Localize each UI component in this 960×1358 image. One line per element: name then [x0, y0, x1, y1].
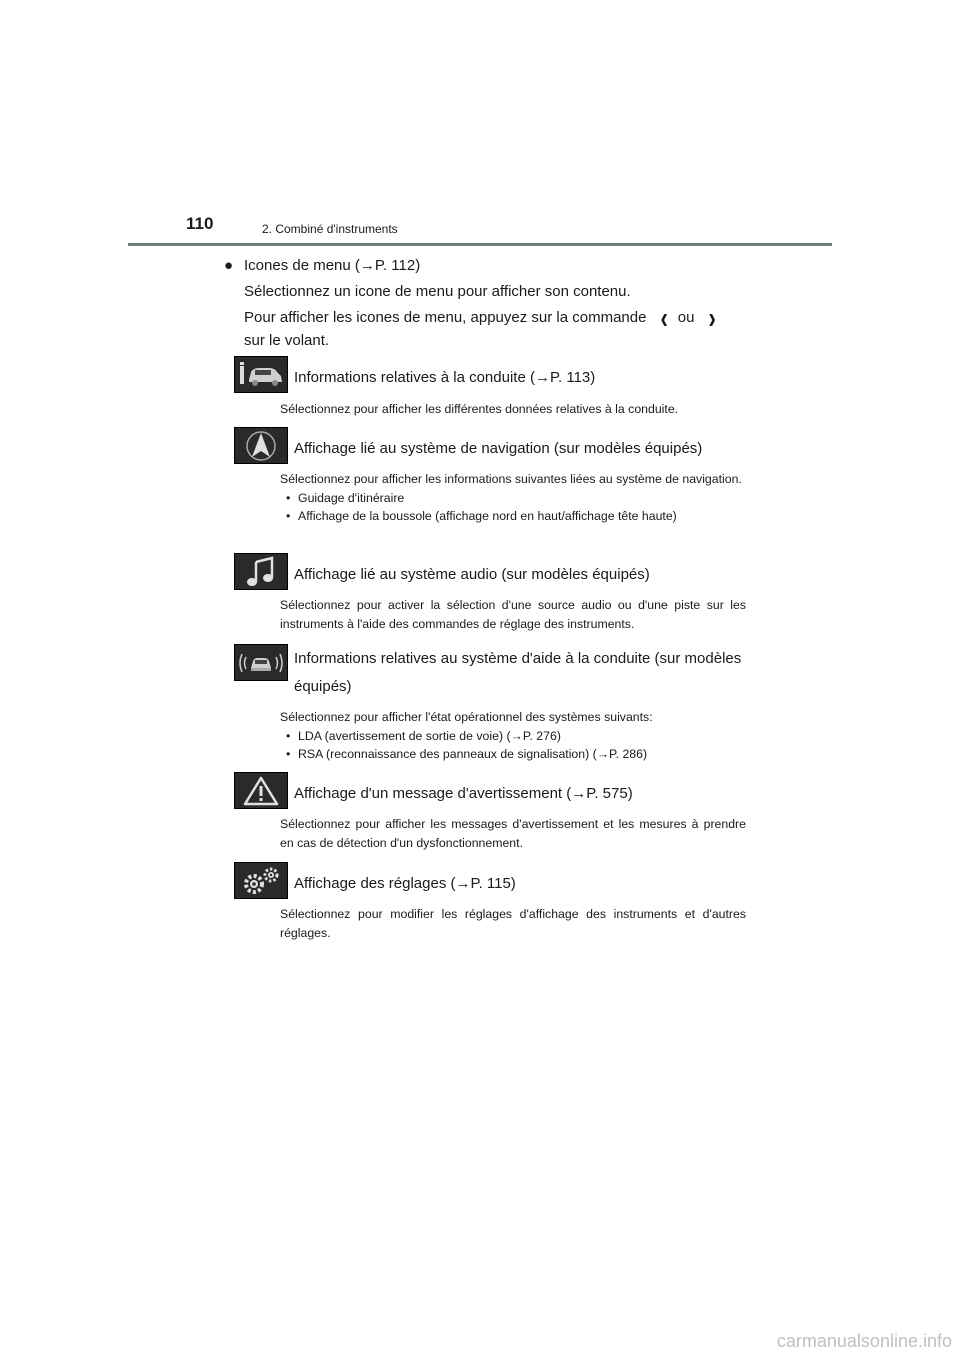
list-item: • Affichage de la boussole (affichage nord en haut/affichage tête haute) — [280, 507, 746, 525]
chapter-title: 2. Combiné d'instruments — [262, 222, 398, 236]
chevron-right-icon: › — [708, 300, 716, 335]
item-title: Affichage lié au système audio (sur modèles équipés) — [294, 566, 650, 583]
gears-icon — [234, 862, 288, 899]
item-description — [280, 596, 746, 634]
intro-or: ou — [677, 309, 695, 326]
bullet-icon: ● — [224, 257, 234, 274]
item-desc-text: Sélectionnez pour afficher les informations suivantes liées au système de navigation. — [280, 472, 742, 486]
car-info-icon — [234, 356, 288, 393]
list-item: • Guidage d'itinéraire — [280, 489, 746, 507]
intro-line-1: Sélectionnez un icone de menu pour afficher son contenu. — [244, 283, 631, 300]
item-desc-text: Sélectionnez pour modifier les réglages d'affichage des instruments et d'autres réglages. — [280, 907, 746, 940]
item-description — [280, 708, 746, 763]
item-description — [280, 905, 746, 943]
intro-line-3: sur le volant. — [244, 332, 330, 349]
list-item: • LDA (avertissement de sortie de voie) (→P. 276) — [280, 727, 746, 745]
item-desc-text: Sélectionnez pour afficher les différentes données relatives à la conduite. — [280, 402, 679, 416]
item-description — [280, 400, 746, 419]
intro-heading: Icones de menu (→P. 112) — [244, 257, 421, 274]
item-title: Informations relatives à la conduite (→P. 113) — [294, 369, 596, 386]
intro-section — [224, 254, 764, 355]
watermark: carmanualsonline.info — [776, 1331, 952, 1351]
intro-line-2-text: Pour afficher les icones de menu, appuyez sur la commande — [244, 309, 647, 326]
item-title: Affichage d'un message d'avertissement (→P. 575) — [294, 785, 633, 802]
intro-line-2 — [224, 300, 764, 335]
item-desc-text: Sélectionnez pour activer la sélection d'une source audio ou d'une piste sur les instruments à l'aide des commandes de réglage des instruments. — [280, 598, 746, 631]
item-desc-text: Sélectionnez pour afficher l'état opérationnel des systèmes suivants: — [280, 710, 653, 724]
music-note-icon — [234, 553, 288, 590]
item-desc-text: Sélectionnez pour afficher les messages d'avertissement et les mesures à prendre en cas de détection d'un dysfonctionnement. — [280, 817, 746, 850]
chevron-left-icon: ‹ — [660, 300, 668, 335]
header-rule — [128, 243, 832, 246]
driving-assist-icon — [234, 644, 288, 681]
navigation-arrow-icon — [234, 427, 288, 464]
warning-triangle-icon — [234, 772, 288, 809]
item-description — [280, 815, 746, 853]
item-title: Informations relatives au système d'aide à la conduite (sur modèles équipés) — [294, 650, 742, 695]
item-title: Affichage des réglages (→P. 115) — [294, 875, 516, 892]
page-number: 110 — [186, 214, 214, 233]
item-title: Affichage lié au système de navigation (sur modèles équipés) — [294, 440, 703, 457]
item-description — [280, 470, 746, 525]
list-item: • RSA (reconnaissance des panneaux de signalisation) (→P. 286) — [280, 745, 746, 763]
